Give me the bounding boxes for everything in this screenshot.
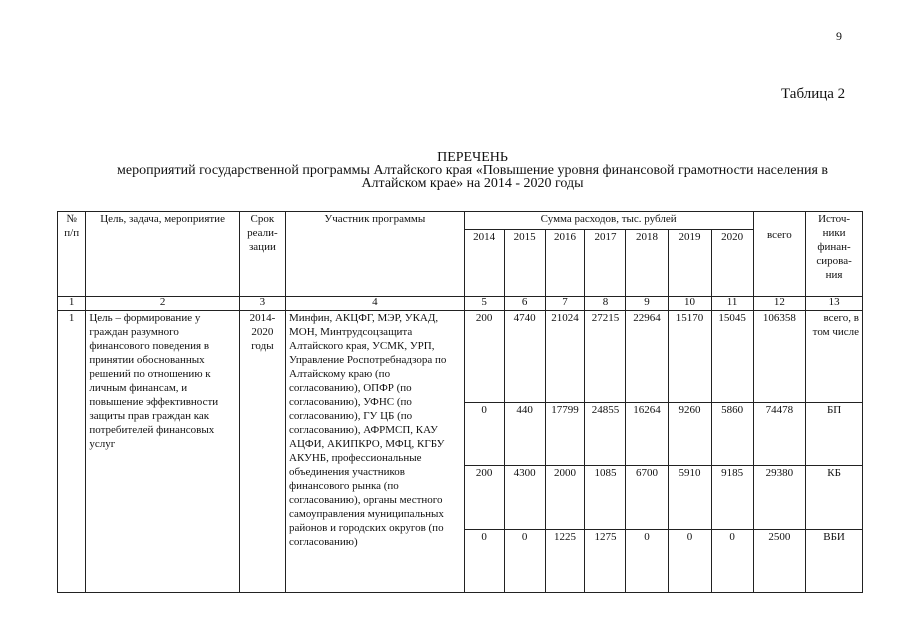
column-number: 13: [806, 296, 863, 310]
column-number: 8: [585, 296, 626, 310]
header-sum: Сумма расходов, тыс. рублей: [464, 212, 753, 230]
page-number: 9: [836, 29, 842, 43]
column-number: 1: [58, 296, 86, 310]
title-line-3: Алтайском крае» на 2014 - 2020 годы: [361, 176, 584, 191]
measures-table: [57, 211, 863, 593]
funding-source: КБ: [806, 466, 863, 529]
header-year: 2014: [464, 229, 504, 296]
header-year: 2017: [585, 229, 626, 296]
column-number: 11: [711, 296, 753, 310]
column-number: 2: [86, 296, 239, 310]
funding-value: 9260: [668, 402, 711, 465]
funding-source: БП: [806, 402, 863, 465]
column-number: 6: [504, 296, 545, 310]
funding-value: 5910: [668, 466, 711, 529]
funding-value: 21024: [545, 311, 585, 403]
header-total: всего: [753, 212, 806, 297]
column-number: 5: [464, 296, 504, 310]
document-title: [40, 151, 905, 190]
funding-value: 0: [711, 529, 753, 592]
funding-value: 5860: [711, 402, 753, 465]
funding-value: 1225: [545, 529, 585, 592]
title-line-2: мероприятий государственной программы Алтайского края «Повышение уровня финансовой грамотности населения в: [117, 163, 828, 178]
column-number: 3: [239, 296, 285, 310]
header-goal: Цель, задача, мероприятие: [86, 212, 239, 297]
funding-value: 4740: [504, 311, 545, 403]
funding-value: 200: [464, 311, 504, 403]
header-year: 2018: [626, 229, 668, 296]
funding-total: 29380: [753, 466, 806, 529]
funding-value: 0: [668, 529, 711, 592]
funding-value: 1085: [585, 466, 626, 529]
funding-value: 440: [504, 402, 545, 465]
row-num: 1: [58, 311, 86, 593]
header-year: 2019: [668, 229, 711, 296]
funding-value: 22964: [626, 311, 668, 403]
funding-value: 16264: [626, 402, 668, 465]
funding-value: 0: [504, 529, 545, 592]
funding-value: 2000: [545, 466, 585, 529]
header-year: 2020: [711, 229, 753, 296]
column-number: 4: [286, 296, 465, 310]
header-source: Источ-ники финан-сирова-ния: [806, 212, 863, 297]
header-participant: Участник программы: [286, 212, 465, 297]
funding-total: 74478: [753, 402, 806, 465]
header-year: 2016: [545, 229, 585, 296]
funding-value: 200: [464, 466, 504, 529]
funding-source: всего, в том числе: [806, 311, 863, 403]
funding-value: 0: [626, 529, 668, 592]
row-term: 2014-2020 годы: [239, 311, 285, 593]
funding-total: 2500: [753, 529, 806, 592]
funding-value: 27215: [585, 311, 626, 403]
header-num: № п/п: [58, 212, 86, 297]
row-goal: Цель – формирование у граждан разумного финансового поведения в принятии обоснованных решений по отношению к личным финансам, и повышение эффективности защиты прав граждан как потребителей финансовых услуг: [86, 311, 239, 593]
funding-total: 106358: [753, 311, 806, 403]
funding-value: 9185: [711, 466, 753, 529]
row-participant: Минфин, АКЦФГ, МЭР, УКАД, МОН, Минтрудсоцзащита Алтайского края, УСМК, УРП, Управление Роспотребнадзора по Алтайскому краю (по согласованию), ОПФР (по согласованию), УФНС (по согласованию), ГУ ЦБ (по согласованию), АФРМСП, КАУ АЦФИ, АКИПКРО, МФЦ, КГБУ АКУНБ, профессиональные объединения участников финансового рынка (по согласованию), органы местного самоуправления муниципальных районов и городских округов (по согласованию): [286, 311, 465, 593]
funding-value: 15170: [668, 311, 711, 403]
funding-value: 4300: [504, 466, 545, 529]
column-number: 12: [753, 296, 806, 310]
title-line-1: ПЕРЕЧЕНЬ: [437, 150, 508, 165]
column-number: 10: [668, 296, 711, 310]
table-label: Таблица 2: [781, 86, 846, 102]
funding-source: ВБИ: [806, 529, 863, 592]
funding-value: 0: [464, 402, 504, 465]
column-number: 9: [626, 296, 668, 310]
funding-value: 1275: [585, 529, 626, 592]
header-term: Срок реали-зации: [239, 212, 285, 297]
funding-value: 17799: [545, 402, 585, 465]
header-year: 2015: [504, 229, 545, 296]
funding-value: 0: [464, 529, 504, 592]
funding-value: 6700: [626, 466, 668, 529]
funding-value: 24855: [585, 402, 626, 465]
funding-value: 15045: [711, 311, 753, 403]
column-number: 7: [545, 296, 585, 310]
